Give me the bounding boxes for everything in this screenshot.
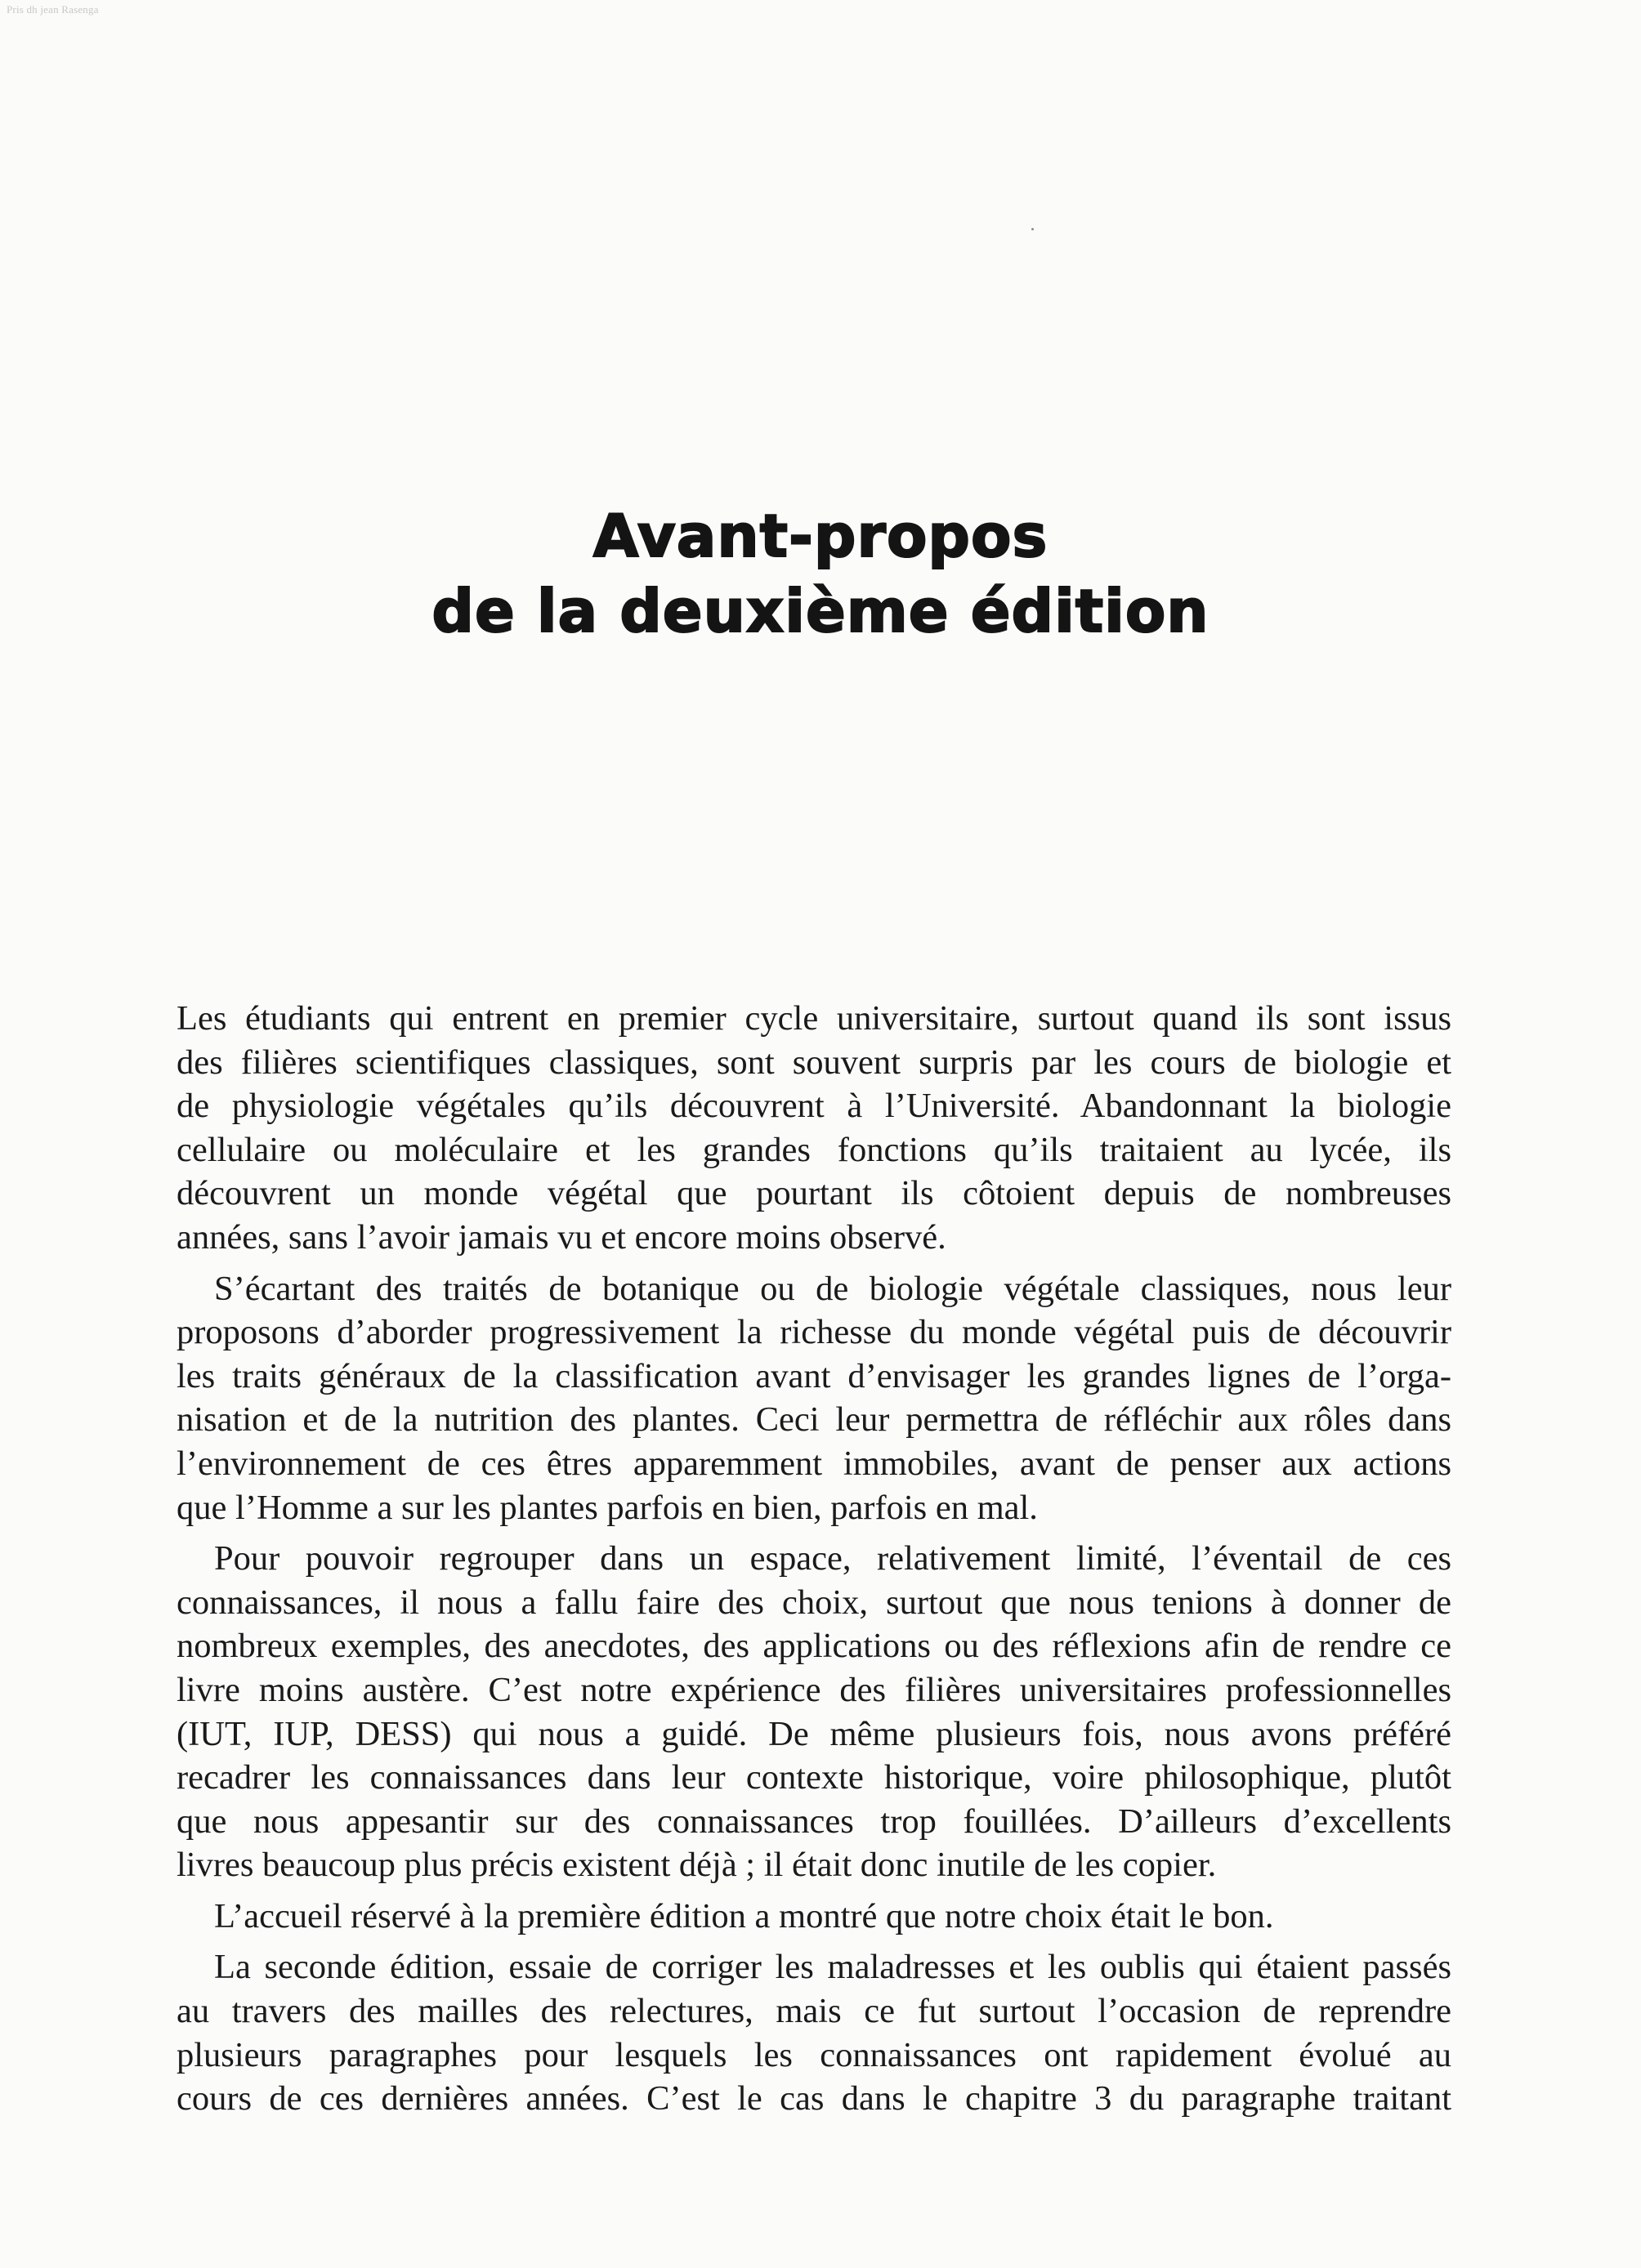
text-line: Pour pouvoir regrouper dans un espace, relativement limité, l’éventail de ces (214, 1539, 1451, 1578)
text-line: livre moins austère. C’est notre expérience des filières universitaires professionnelles (177, 1670, 1451, 1709)
text-line: connaissances, il nous a fallu faire des choix, surtout que nous tenions à donner de (177, 1583, 1451, 1622)
text-line: La seconde édition, essaie de corriger les maladresses et les oublis qui étaient passés (214, 1948, 1451, 1987)
text-line: Les étudiants qui entrent en premier cycle universitaire, surtout quand ils sont issus (177, 999, 1451, 1038)
text-line: livres beaucoup plus précis existent déjà ; il était donc inutile de les copier. (177, 1846, 1217, 1885)
text-line: nisation et de la nutrition des plantes. Ceci leur permettra de réfléchir aux rôles dans (177, 1400, 1451, 1440)
text-line: que l’Homme a sur les plantes parfois en bien, parfois en mal. (177, 1488, 1038, 1527)
watermark-text: Pris dh jean Rasenga (7, 3, 99, 16)
text-line: l’environnement de ces êtres apparemment immobiles, avant de penser aux actions (177, 1444, 1451, 1483)
text-line: L’accueil réservé à la première édition a montré que notre choix était le bon. (214, 1896, 1274, 1935)
page-title-line-1: Avant-propos (592, 502, 1049, 570)
page-title (0, 498, 1641, 649)
text-line: plusieurs paragraphes pour lesquels les connaissances ont rapidement évolué au (177, 2035, 1451, 2074)
text-line: nombreux exemples, des anecdotes, des applications ou des réflexions afin de rendre ce (177, 1627, 1451, 1666)
paragraph-5 (177, 1945, 1451, 2120)
text-line: de physiologie végétales qu’ils découvrent à l’Université. Abandonnant la biologie (177, 1087, 1451, 1126)
text-line: découvrent un monde végétal que pourtant ils côtoient depuis de nombreuses (177, 1174, 1451, 1213)
scan-speck (1031, 228, 1034, 230)
text-line: recadrer les connaissances dans leur contexte historique, voire philosophique, plutôt (177, 1758, 1451, 1797)
text-line: des filières scientifiques classiques, sont souvent surpris par les cours de biologie et (177, 1042, 1451, 1082)
text-line: au travers des mailles des relectures, mais ce fut surtout l’occasion de reprendre (177, 1992, 1451, 2031)
text-line: proposons d’aborder progressivement la richesse du monde végétal puis de découvrir (177, 1313, 1451, 1352)
text-line: que nous appesantir sur des connaissances trop fouillées. D’ailleurs d’excellents (177, 1801, 1451, 1841)
paragraph-2 (177, 1267, 1451, 1530)
text-line: S’écartant des traités de botanique ou de biologie végétale classiques, nous leur (214, 1269, 1451, 1308)
page-title-line-2: de la deuxième édition (431, 577, 1210, 645)
text-line: les traits généraux de la classification avant d’envisager les grandes lignes de l’orga- (177, 1356, 1451, 1395)
paragraph-3 (177, 1537, 1451, 1887)
text-line: cellulaire ou moléculaire et les grandes fonctions qu’ils traitaient au lycée, ils (177, 1130, 1451, 1169)
paragraph-1 (177, 997, 1451, 1260)
body-text (177, 997, 1451, 2121)
paragraph-4 (177, 1895, 1451, 1939)
text-line: (IUT, IUP, DESS) qui nous a guidé. De même plusieurs fois, nous avons préféré (177, 1714, 1451, 1753)
text-line: années, sans l’avoir jamais vu et encore moins observé. (177, 1217, 946, 1257)
text-line: cours de ces dernières années. C’est le cas dans le chapitre 3 du paragraphe traitant (177, 2079, 1451, 2118)
